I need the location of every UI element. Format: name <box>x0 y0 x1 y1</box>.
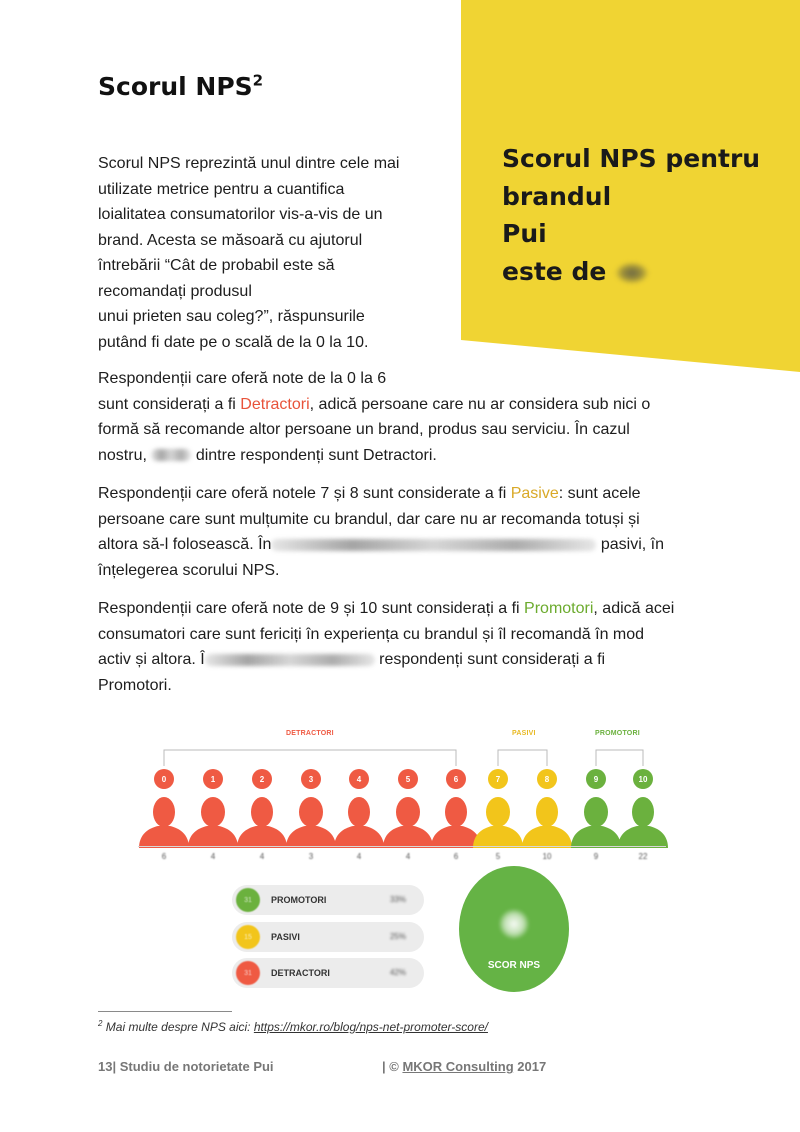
silhouette-body <box>571 826 621 848</box>
silhouette-head <box>299 797 323 827</box>
person-silhouette-icon <box>471 796 525 848</box>
silhouette-head <box>348 797 370 827</box>
silhouette-body <box>618 826 668 848</box>
footer-copyright-prefix: | © <box>382 1059 403 1074</box>
para-text: sunt considerați a fi <box>98 395 241 413</box>
legend-label: DETRACTORI <box>271 968 330 978</box>
para-line: consumatori care sunt fericiți în experiența cu brandul și îl recomandă în mod <box>98 625 645 643</box>
person-silhouette-icon <box>284 796 338 848</box>
scale-number-7: 7 <box>488 769 508 789</box>
callout-line-2: brandul <box>502 181 612 211</box>
para-line: formă să recomande altor persoane un brand, produs sau serviciu. În cazul <box>98 421 630 438</box>
silhouette-head <box>445 797 467 827</box>
person-silhouette-icon <box>332 796 386 848</box>
silhouette-head <box>251 797 273 827</box>
silhouette-head <box>584 797 608 827</box>
score-label: SCOR NPS <box>487 960 541 971</box>
scale-count-label: 6 <box>453 852 459 861</box>
promotori-term: Promotori <box>524 600 594 617</box>
footer-brand: MKOR Consulting <box>402 1059 514 1074</box>
detractori-badge: 31 <box>236 961 260 985</box>
intro-line: utilizate metrice pentru a cuantifica <box>98 180 345 198</box>
scale-number-6: 6 <box>446 769 466 789</box>
footnote-divider <box>98 1011 232 1012</box>
intro-line: loialitatea consumatorilor vis-a-vis de un <box>98 206 383 223</box>
page-title-footnote-ref: 2 <box>252 71 264 90</box>
nps-score-circle <box>459 866 569 992</box>
silhouette-body <box>522 826 572 848</box>
scale-number-8: 8 <box>537 769 557 789</box>
person-silhouette-icon <box>569 796 623 848</box>
silhouette-baseline <box>138 846 666 847</box>
legend-detractori <box>232 958 424 988</box>
footnote <box>98 1019 488 1034</box>
scale-count-label: 4 <box>210 852 216 861</box>
silhouette-body <box>286 826 336 848</box>
para-text: Respondenții care oferă notele 7 și 8 sunt considerate a fi <box>98 485 511 502</box>
legend-percent: 25% <box>389 932 406 941</box>
promotori-group-label: PROMOTORI <box>595 730 640 737</box>
silhouette-body <box>334 826 384 848</box>
scale-number-10: 10 <box>633 769 653 789</box>
legend-label: PROMOTORI <box>271 895 327 905</box>
scale-number-3: 3 <box>301 769 321 789</box>
scale-count-label: 4 <box>405 852 411 861</box>
para-text: activ și altora. Î <box>98 651 205 668</box>
scale-count-label: 4 <box>259 852 265 861</box>
legend-percent: 33% <box>389 895 406 904</box>
promotori-badge: 31 <box>236 888 260 912</box>
silhouette-body <box>188 826 238 848</box>
footnote-number: 2 <box>98 1019 103 1028</box>
para-text: : sunt acele <box>558 485 641 502</box>
detractori-term: Detractori <box>240 395 310 413</box>
person-silhouette-icon <box>186 796 240 848</box>
para-line: înțelegerea scorului NPS. <box>98 561 280 579</box>
scale-count-label: 22 <box>638 852 648 861</box>
scale-count-label: 9 <box>593 852 599 861</box>
intro-line: brand. Acesta se măsoară cu ajutorul <box>98 231 363 249</box>
footer-copyright <box>382 1059 546 1074</box>
scale-number-0: 0 <box>154 769 174 789</box>
scale-number-2: 2 <box>252 769 272 789</box>
intro-line: Scorul NPS reprezintă unul dintre cele mai <box>98 155 400 172</box>
intro-line: putând fi date pe o scală de la 0 la 10. <box>98 333 369 351</box>
silhouette-head <box>486 797 510 827</box>
pasivi-badge: 15 <box>236 925 260 949</box>
callout-este-de: este de <box>502 256 607 286</box>
callout-line-1: Scorul NPS pentru <box>502 144 761 173</box>
pasive-term: Pasive <box>510 485 559 502</box>
para-text: altora să-l folosească. În <box>98 536 272 553</box>
para-line: Promotori. <box>98 676 172 694</box>
legend-promotori <box>232 885 424 915</box>
detractori-bracket <box>164 750 456 766</box>
scale-count-label: 5 <box>495 852 501 861</box>
intro-line: întrebării “Cât de probabil este să <box>98 257 335 274</box>
person-silhouette-icon <box>137 796 191 848</box>
silhouette-body <box>473 826 523 848</box>
promotori-bracket <box>596 750 643 766</box>
person-silhouette-icon <box>381 796 435 848</box>
footer-page-info: 13| Studiu de notorietate Pui <box>98 1059 274 1074</box>
para-text: Respondenții care oferă note de 9 și 10 sunt considerați a fi <box>98 600 525 617</box>
person-silhouette-icon <box>520 796 574 848</box>
silhouette-body <box>237 826 287 848</box>
para-text: nostru, <box>98 446 147 464</box>
callout-line-3: Pui <box>502 219 547 248</box>
silhouette-head <box>632 797 654 827</box>
scale-number-1: 1 <box>203 769 223 789</box>
scale-count-label: 10 <box>542 852 552 861</box>
para-line: persoane care sunt mulțumite cu brandul, dar care nu ar recomanda totuși și <box>98 510 640 528</box>
intro-line: recomandați produsul <box>98 282 252 300</box>
scale-count-label: 6 <box>161 852 167 861</box>
para-text: , adică acei <box>593 600 675 617</box>
pasivi-bracket <box>498 750 547 766</box>
scale-number-5: 5 <box>398 769 418 789</box>
redacted-score-value <box>499 909 529 939</box>
silhouette-body <box>383 826 433 848</box>
detractori-group-label: DETRACTORI <box>286 730 334 737</box>
silhouette-head <box>396 797 420 827</box>
para-line: Respondenții care oferă note de la 0 la 6 <box>98 370 387 387</box>
para-text: , adică persoane care nu ar considera sub nici o <box>309 395 651 413</box>
intro-line: unui prieten sau coleg?”, răspunsurile <box>98 308 365 325</box>
silhouette-head <box>201 797 225 827</box>
scale-count-label: 4 <box>356 852 362 861</box>
para-text: respondenți sunt considerați a fi <box>379 651 606 668</box>
legend-pasivi <box>232 922 424 952</box>
silhouette-head <box>536 797 558 827</box>
para-text: pasivi, în <box>600 536 665 553</box>
footnote-text: Mai multe despre NPS aici: <box>105 1020 254 1034</box>
silhouette-body <box>139 826 189 848</box>
scale-number-4: 4 <box>349 769 369 789</box>
person-silhouette-icon <box>235 796 289 848</box>
footer-year: 2017 <box>513 1059 547 1074</box>
pasivi-group-label: PASIVI <box>512 730 536 737</box>
footnote-link[interactable]: https://mkor.ro/blog/nps-net-promoter-score/ <box>253 1020 488 1034</box>
person-silhouette-icon <box>616 796 670 848</box>
scale-count-label: 3 <box>308 852 314 861</box>
para-text: dintre respondenți sunt Detractori. <box>195 446 437 464</box>
page-title-text: Scorul NPS <box>98 72 253 101</box>
silhouette-head <box>153 797 175 827</box>
legend-percent: 42% <box>389 968 406 977</box>
legend-label: PASIVI <box>271 932 300 942</box>
scale-number-9: 9 <box>586 769 606 789</box>
